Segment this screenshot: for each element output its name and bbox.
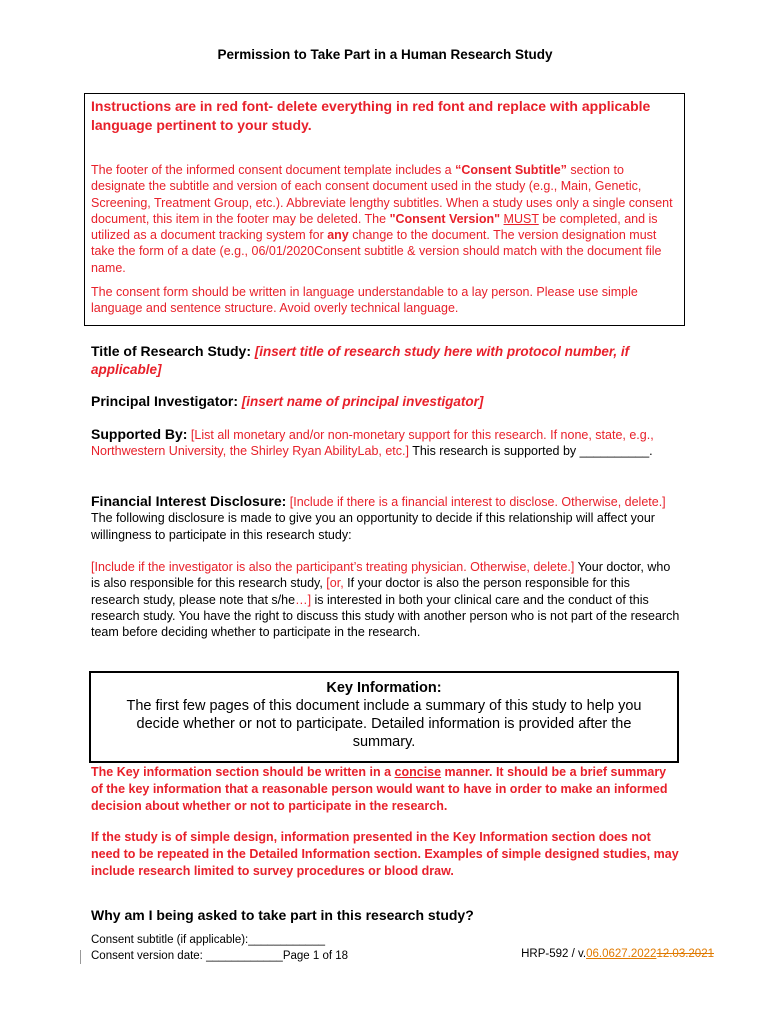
financial-disclosure-text: The following disclosure is made to give you an opportunity to decide if this relationship will affect your willingness to participate in this research study: xyxy=(91,511,655,542)
key-info-instructions-1: The Key information section should be written in a concise manner. It should be a brief summary of the key information that a reasonable person would want to have in order to make an informed decision about whether or not to participate in the research. xyxy=(91,765,668,813)
footer-consent-subtitle: Consent subtitle (if applicable):____________ xyxy=(91,934,325,946)
study-title-label: Title of Research Study xyxy=(91,343,247,359)
footer-divider xyxy=(80,950,81,964)
key-information-body: The first few pages of this document include a summary of this study to help you decide whether or not to participate. Detailed information is provided after the summary. xyxy=(126,698,642,750)
supported-by-text: This research is supported by __________. xyxy=(408,444,653,459)
physician-paragraph: [Include if the investigator is also the participant’s treating physician. Otherwise, delete.] Your doctor, who is also responsible for this research study, [or, If your doctor is also the person responsible for this research study, please note that s/he…] is interested in both your clinical care and the conduct of this research study. You have the right to discuss this study with another person who is not part of the research team before deciding whether to participate in the research. xyxy=(91,560,680,640)
footer-consent-version: Consent version date: ____________Page 1 of 18 xyxy=(91,949,349,962)
study-title-placeholder: [insert title of research study here with protocol number, if applicable] xyxy=(91,344,630,377)
key-info-instructions-2: If the study is of simple design, information presented in the Key Information section does not need to be repeated in the Detailed Information section. Examples of simple designed studies, may include research limited to survey procedures or blood draw. xyxy=(91,830,679,878)
financial-disclosure-label: Financial Interest Disclosure: xyxy=(91,493,287,509)
footer-left xyxy=(91,933,348,964)
supported-by-instructions: [List all monetary and/or non-monetary support for this research. If none, state, e.g., Northwestern University, the Shirley Ryan AbilityLab, etc.] xyxy=(91,428,654,459)
financial-disclosure-instructions: [Include if there is a financial interest to disclose. Otherwise, delete.] xyxy=(286,495,666,509)
pi-placeholder: [insert name of principal investigator] xyxy=(238,394,484,409)
study-title-field: Title of Research Study: [insert title of research study here with protocol number, if applicable] xyxy=(91,343,630,377)
footer-hrp-version: HRP-592 / v.06.0627.202212.03.2021 xyxy=(521,948,714,960)
supported-by-field xyxy=(91,426,681,460)
instructions-footer-paragraph: The footer of the informed consent document template includes a “Consent Subtitle” section to designate the subtitle and version of each consent document used in the study (e.g., Main, Genetic, Screening, Treatment Group, etc.). Abbreviate lengthy subtitles. When a study uses only a single consent document, this item in the footer may be deleted. The "Consent Version" MUST be completed, and is utilized as a document tracking system for any change to the document. The version designation must take the form of a date (e.g., 06/01/2020Consent subtitle & version should match with the document file name. xyxy=(91,163,673,275)
instructions-language-paragraph: The consent form should be written in language understandable to a lay person. Please use simple language and sentence structure. Avoid overly technical language. xyxy=(91,285,638,316)
instructions-box xyxy=(84,93,685,326)
pi-label: Principal Investigator xyxy=(91,393,234,409)
footer-page-number: Page 1 of 18 xyxy=(282,949,349,962)
page-title: Permission to Take Part in a Human Research Study xyxy=(217,47,553,62)
why-asked-heading: Why am I being asked to take part in this research study? xyxy=(91,907,474,923)
financial-disclosure-field xyxy=(91,493,681,543)
principal-investigator-field: Principal Investigator: [insert name of principal investigator] xyxy=(91,393,484,409)
instructions-heading: Instructions are in red font- delete everything in red font and replace with applicable language pertinent to your study. xyxy=(91,98,651,133)
key-information-title: Key Information: xyxy=(326,680,442,696)
supported-by-label: Supported By: xyxy=(91,426,188,442)
key-information-box xyxy=(89,671,679,763)
